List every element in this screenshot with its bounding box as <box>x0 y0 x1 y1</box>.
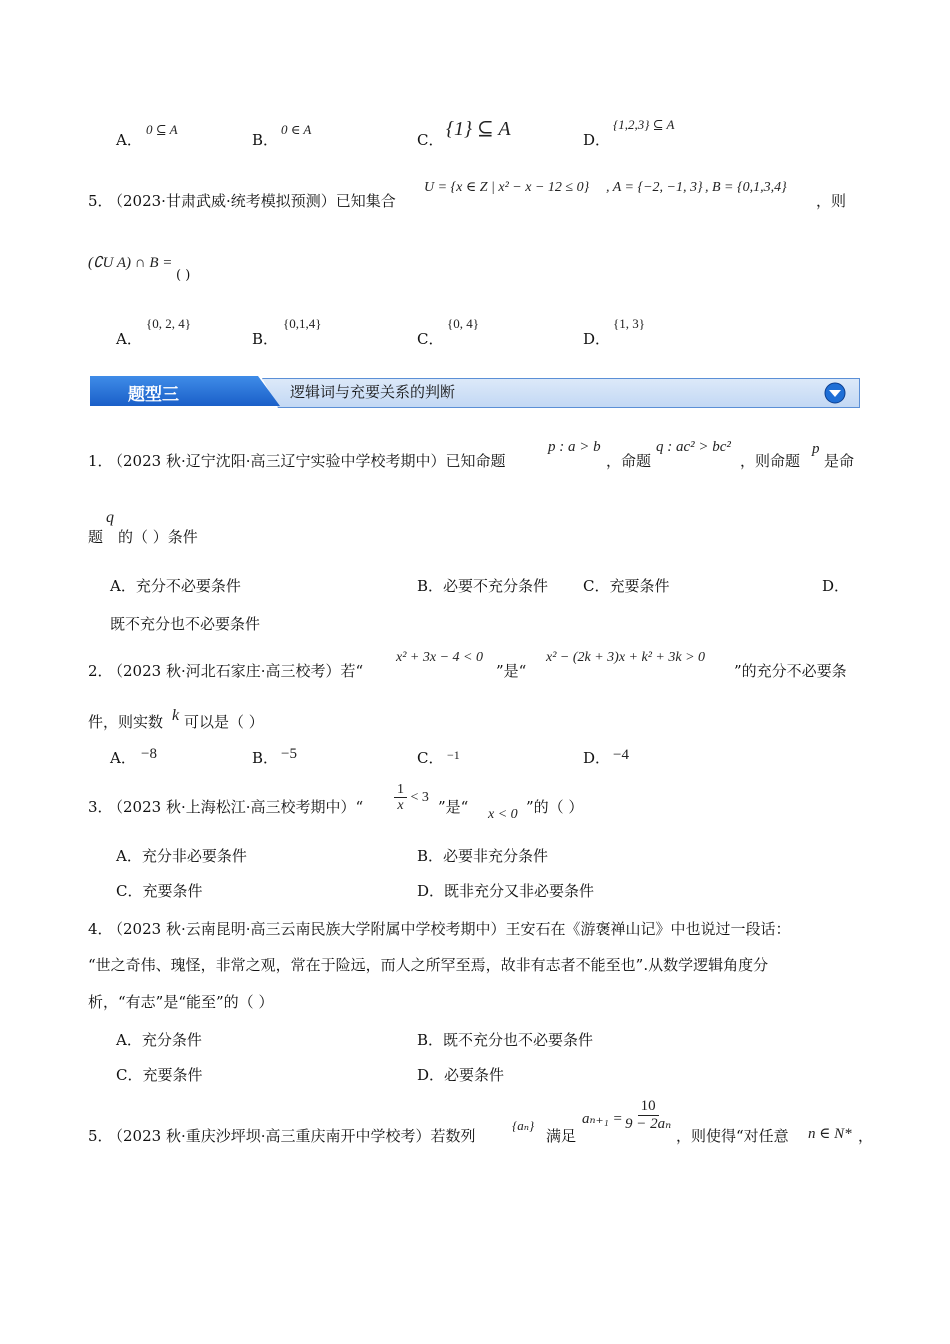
p-expr: p : a > b <box>548 439 601 455</box>
inequality-1: x² + 3x − 4 < 0 <box>396 650 483 665</box>
question-number: 5． <box>88 192 113 210</box>
option-d-expr: {1, 3} <box>613 316 645 331</box>
inequality-rhs: < 3 <box>410 790 429 806</box>
question-text: ”的充分不必要条 <box>734 662 847 680</box>
question-source: （2023 秋·重庆沙坪坝·高三重庆南开中学校考）若数列 <box>108 1127 476 1145</box>
option-a-label: A． <box>110 749 136 767</box>
option-d-label: D． <box>583 330 611 348</box>
question-text: ，则命题 <box>740 452 801 470</box>
recurrence-lhs: aₙ₊₁ = <box>582 1111 623 1127</box>
question-text: ”的（ ） <box>526 798 584 816</box>
q-symbol: q <box>106 509 114 526</box>
section-banner <box>90 376 858 408</box>
sequence-expr: {aₙ} <box>512 1118 535 1133</box>
complement-expr: (∁U A) ∩ B = <box>88 255 173 271</box>
question-number: 1． <box>88 452 113 470</box>
option-b: B．必要不充分条件 <box>417 577 549 595</box>
option-b-expr: 0 ∈ A <box>281 122 312 137</box>
question-text-line-3: 析，“有志”是“能至”的（ ） <box>88 993 274 1011</box>
reciprocal-inequality <box>394 782 429 814</box>
q-expr: q : ac² > bc² <box>656 439 731 455</box>
option-c: C．充要条件 <box>116 1066 203 1084</box>
question-number: 4． <box>88 920 113 938</box>
option-a: A．充分不必要条件 <box>110 577 241 595</box>
option-b-expr: {0,1,4} <box>283 316 322 331</box>
option-b-label: B． <box>252 749 279 767</box>
question-number: 2． <box>88 662 113 680</box>
set-u-expr: U = {x ∈ Z | x² − x − 12 ≤ 0} <box>424 180 590 195</box>
option-d-text: 既不充分也不必要条件 <box>110 615 261 633</box>
fraction-denominator: 9 − 2aₙ <box>625 1115 672 1132</box>
option-d-label: D． <box>822 577 850 595</box>
x-less-zero: x < 0 <box>488 807 518 822</box>
question-text: 件，则实数 <box>88 713 164 731</box>
question-number: 3． <box>88 798 113 816</box>
question-source: （2023 秋·河北石家庄·高三校考）若“ <box>108 662 364 680</box>
question-text: 满足 <box>546 1127 577 1145</box>
option-c: C．充要条件 <box>583 577 670 595</box>
option-c-label: C． <box>417 131 444 149</box>
k-symbol: k <box>172 707 180 724</box>
answer-paren: ( ) <box>176 268 191 283</box>
question-text-line-1: （2023 秋·云南昆明·高三云南民族大学附属中学校考期中）王安石在《游褒禅山记》中也说过一段话： <box>108 920 791 938</box>
section-title: 题型三 <box>128 385 179 405</box>
option-a: A．充分条件 <box>116 1031 202 1049</box>
option-d-value: −4 <box>613 747 629 763</box>
option-d-expr: {1,2,3} ⊆ A <box>613 117 675 132</box>
question-source: （2023 秋·辽宁沈阳·高三辽宁实验中学校考期中）已知命题 <box>108 452 506 470</box>
option-b-label: B． <box>252 131 279 149</box>
option-a-value: −8 <box>141 746 157 762</box>
fraction-numerator: 10 <box>638 1098 659 1116</box>
recurrence-fraction <box>622 1098 674 1132</box>
question-text: 题 <box>88 528 104 546</box>
question-text-line-2: “世之奇伟、瑰怪，非常之观，常在于险远，而人之所罕至焉，故非有志者不能至也”.从数学逻辑角度分 <box>88 956 769 974</box>
condition-expr: n ∈ N* <box>808 1126 852 1142</box>
option-b: B．既不充分也不必要条件 <box>417 1031 594 1049</box>
option-c-expr: {0, 4} <box>447 316 479 331</box>
option-a: A．充分非必要条件 <box>116 847 247 865</box>
question-number: 5． <box>88 1127 113 1145</box>
option-a-expr: 0 ⊆ A <box>146 122 178 137</box>
option-d-label: D． <box>583 749 611 767</box>
option-d: D．既非充分又非必要条件 <box>417 882 595 900</box>
section-subtitle: 逻辑词与充要关系的判断 <box>290 383 456 401</box>
option-a-label: A． <box>116 131 142 149</box>
option-c-value: −1 <box>447 748 460 762</box>
option-c-label: C． <box>417 749 444 767</box>
question-source: （2023·甘肃武威·统考模拟预测）已知集合 <box>108 192 396 210</box>
fraction-denominator: x <box>397 798 404 814</box>
inequality-2: x² − (2k + 3)x + k² + 3k > 0 <box>546 650 706 665</box>
option-c-expr: {1} ⊆ A <box>446 118 511 140</box>
option-a-label: A． <box>116 330 142 348</box>
question-text: ”是“ <box>496 662 527 680</box>
set-b-expr: , B = {0,1,3,4} <box>705 180 787 195</box>
question-text: ， <box>858 1127 874 1145</box>
question-text: 是命 <box>824 452 855 470</box>
fraction-numerator: 1 <box>394 782 407 798</box>
option-c-label: C． <box>417 330 444 348</box>
option-d: D．必要条件 <box>417 1066 505 1084</box>
question-text: 可以是（ ） <box>184 713 264 731</box>
p-symbol: p <box>812 441 820 457</box>
option-b: B．必要非充分条件 <box>417 847 549 865</box>
question-source: （2023 秋·上海松江·高三校考期中）“ <box>108 798 364 816</box>
question-text: ”是“ <box>438 798 469 816</box>
option-b-label: B． <box>252 330 279 348</box>
option-d-label: D． <box>583 131 611 149</box>
banner-tab <box>90 376 280 406</box>
set-a-expr: , A = {−2, −1, 3} <box>606 180 703 195</box>
option-b-value: −5 <box>281 746 297 762</box>
question-tail: ，则 <box>816 192 847 210</box>
chevron-down-circle-icon[interactable] <box>824 382 846 404</box>
option-a-expr: {0, 2, 4} <box>146 316 191 331</box>
question-text: ，命题 <box>606 452 652 470</box>
option-c: C．充要条件 <box>116 882 203 900</box>
question-text: 的（ ）条件 <box>118 528 198 546</box>
question-text: ，则使得“对任意 <box>676 1127 789 1145</box>
